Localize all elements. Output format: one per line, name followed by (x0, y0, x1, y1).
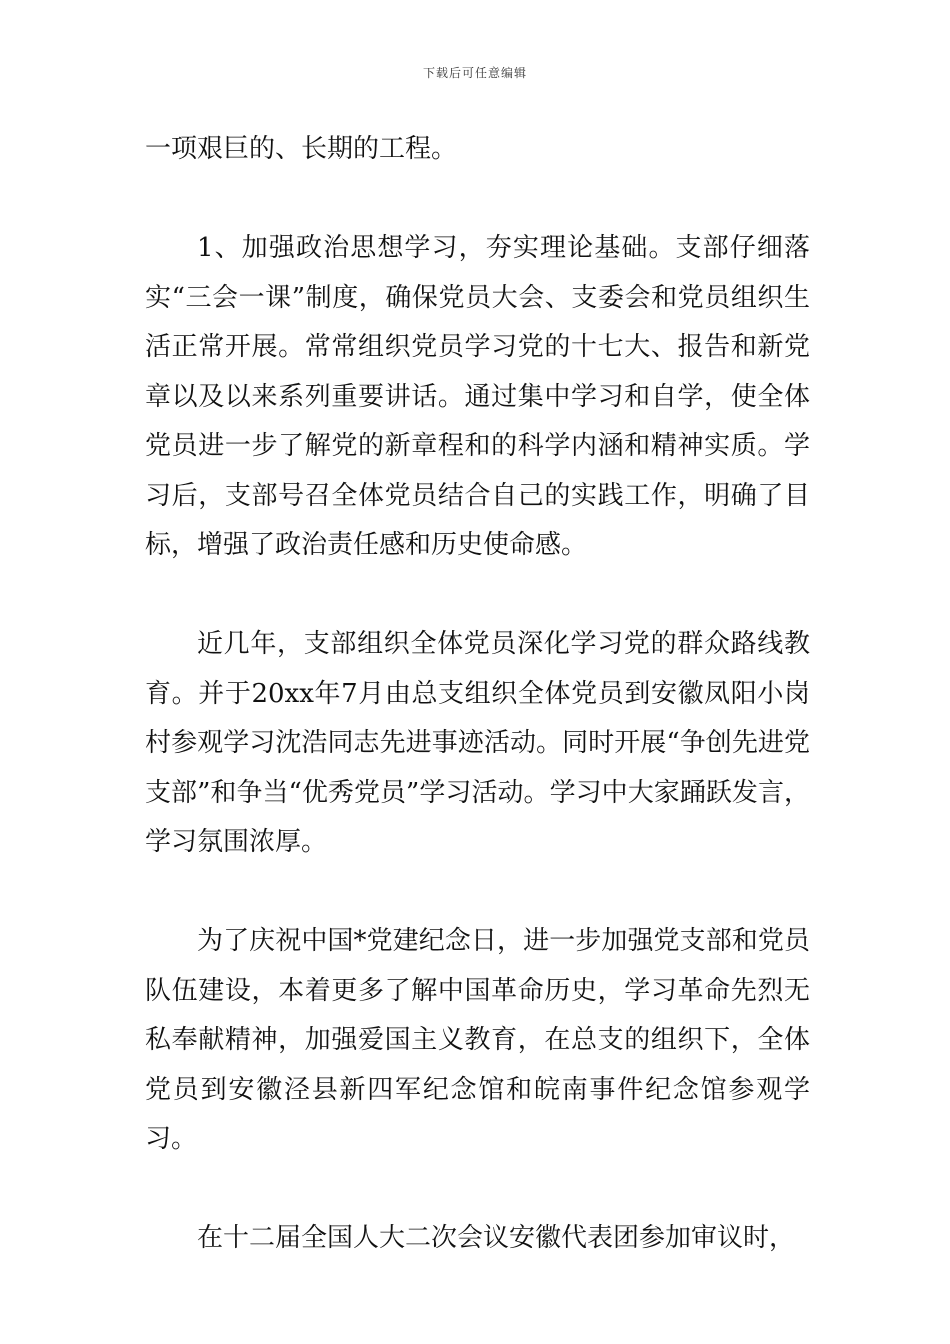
paragraph-gap (145, 868, 810, 918)
paragraph-continuation: 一项艰巨的、长期的工程。 (145, 134, 458, 164)
paragraph-gap (145, 1165, 810, 1215)
paragraph-gap (145, 571, 810, 621)
paragraph-gap (145, 175, 810, 225)
paragraph-npc-session: 在十二届全国人大二次会议安徽代表团参加审议时， (197, 1223, 796, 1253)
paragraph-party-anniversary: 为了庆祝中国*党建纪念日，进一步加强党支部和党员队伍建设，本着更多了解中国革命历史，学习革命先烈无私奉献精神，加强爱国主义教育，在总支的组织下，全体党员到安徽泾县新四军纪念馆和皖南事件纪念馆参观学习。 (145, 926, 810, 1154)
document-body (145, 125, 810, 1264)
page-header: 下载后可任意编辑 (422, 66, 527, 80)
paragraph-study-theory: 1、加强政治思想学习，夯实理论基础。支部仔细落实“三会一课”制度，确保党员大会、支委会和党员组织生活正常开展。常常组织党员学习党的十七大、报告和新党章以及以来系列重要讲话。通过集中学习和自学，使全体党员进一步了解党的新章程和的科学内涵和精神实质。学习后，支部号召全体党员结合自己的实践工作，明确了目标，增强了政治责任感和历史使命感。 (145, 233, 810, 560)
paragraph-mass-line: 近几年，支部组织全体党员深化学习党的群众路线教育。并于20xx年7月由总支组织全体党员到安徽凤阳小岗村参观学习沈浩同志先进事迹活动。同时开展“争创先进党支部”和争当“优秀党员”学习活动。学习中大家踊跃发言，学习氛围浓厚。 (145, 629, 810, 857)
